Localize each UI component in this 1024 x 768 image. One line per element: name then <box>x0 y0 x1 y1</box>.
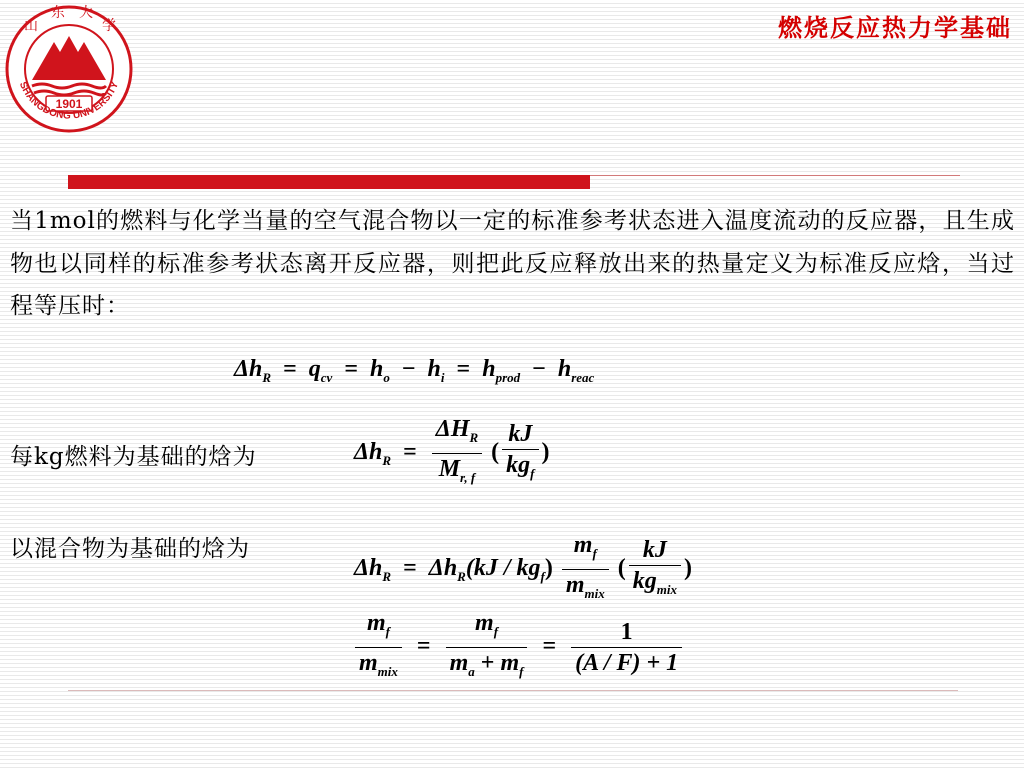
red-accent-bar <box>68 175 590 189</box>
equation-mass-fraction: $\frac{mf}{\text{mmix}}$ = $\frac{mf}{ma + mf}$ = $\frac{1}{(A / F) + 1}$ <box>352 608 685 687</box>
fraction-mass-ratio: $\frac{mf}{\text{mmix}}$ <box>562 530 609 609</box>
university-logo <box>2 2 136 136</box>
fraction-air-fuel-ratio: $\frac{1}{(A / F) + 1}$ <box>571 617 682 678</box>
per-mixture-label: 以混合物为基础的焓为 <box>10 536 250 562</box>
fraction-enthalpy-molar-mass: $\frac{\text{ΔHR}}{Mr, f}$ <box>432 414 482 493</box>
fraction-unit-kj-per-kg-mix: $\frac{kJ}{\text{kgmix}}$ <box>629 535 681 605</box>
fraction-mf-over-mmix: $\frac{mf}{\text{mmix}}$ <box>355 608 402 687</box>
bottom-divider <box>68 690 958 691</box>
svg-text:学: 学 <box>102 18 116 34</box>
fraction-mf-over-sum: $\frac{mf}{ma + mf}$ <box>446 608 528 687</box>
intro-paragraph: 当1mol的燃料与化学当量的空气混合物以一定的标准参考状态进入温度流动的反应器，且生成物也以同样的标准参考状态离开反应器，则把此反应释放出来的热量定义为标准反应焓，当过程等压时： <box>10 208 1015 319</box>
slide-title: 燃烧反应热力学基础 <box>778 13 1012 42</box>
fraction-unit-kj-per-kg: $\frac{kJ}{\text{kgf}}$ <box>502 419 538 489</box>
per-kg-fuel-label: 每kg燃料为基础的焓为 <box>10 444 257 470</box>
svg-text:山: 山 <box>24 18 38 34</box>
equation-per-mixture: ΔhR = ΔhR(kJ / kgf) $\frac{mf}{\text{mmix}}$ ( $\frac{kJ}{\text{kgmix}}$ ) <box>354 530 692 609</box>
equation-per-kg-fuel: ΔhR = $\frac{\text{ΔHR}}{Mr, f}$ ( $\frac{kJ}{\text{kgf}}$ ) <box>354 414 550 493</box>
equation-reaction-enthalpy: ΔhR = qcv = ho − hi = hprod − hreac <box>234 356 595 385</box>
logo-year: 1901 <box>55 97 83 111</box>
svg-text:东: 东 <box>51 5 65 21</box>
svg-text:大: 大 <box>79 5 93 21</box>
logo-name: SHANGDONG UNIVERSITY <box>16 80 122 122</box>
